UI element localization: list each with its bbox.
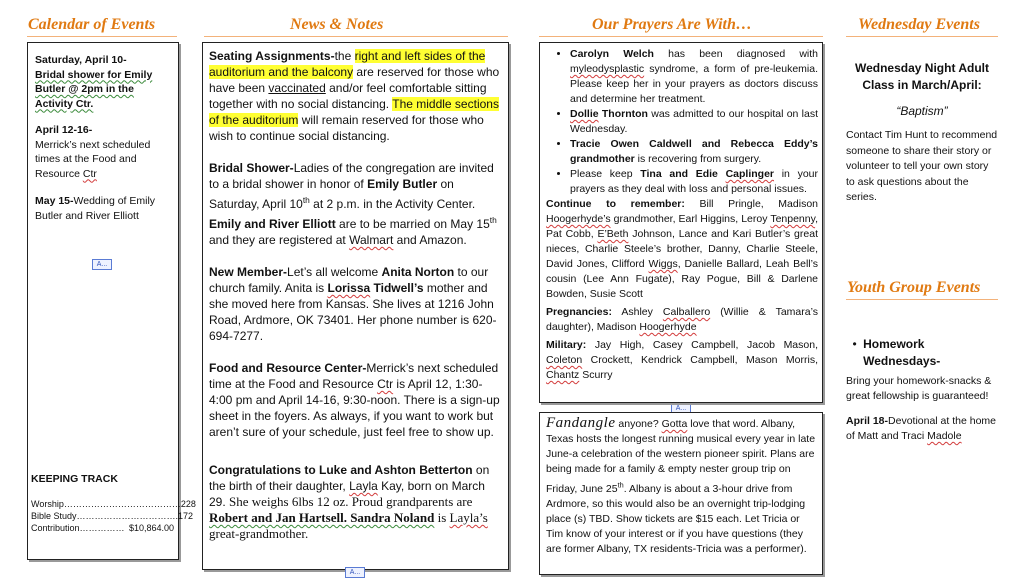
text-run: is xyxy=(434,510,450,525)
text-run: at 2 p.m. in the Activity Center. xyxy=(309,197,476,211)
event-line: Activity Ctr. xyxy=(35,97,94,110)
news-header-rule xyxy=(204,36,508,37)
text-run: Kay, born on March 29. xyxy=(209,479,485,509)
prayer-item xyxy=(570,107,818,137)
wednesday-header: Wednesday Events xyxy=(858,16,980,33)
text-run: Tidwell’s xyxy=(370,281,424,295)
text-run: Crockett, Kendrick Campbell, Mason Morris, xyxy=(582,354,818,366)
text-run: Seating Assignments- xyxy=(209,49,335,63)
text-run: E’Beth xyxy=(597,228,629,240)
youth-event: April 18-Devotional at the home of Matt and Traci Madole xyxy=(846,415,996,442)
contribution-label: Contribution…………… xyxy=(31,523,125,533)
event-date: April 12-16- xyxy=(35,124,93,136)
wednesday-topic: “Baptism” xyxy=(896,104,948,118)
contribution-value: $10,864.00 xyxy=(128,523,174,533)
text-run: Layla’s xyxy=(449,510,488,525)
prayer-list xyxy=(546,47,818,197)
food-resource-paragraph xyxy=(209,360,502,440)
prayer-item xyxy=(570,47,818,107)
text-run: Bill Pringle, Madison xyxy=(684,198,818,210)
prayers-header: Our Prayers Are With… xyxy=(592,16,752,33)
prayers-box xyxy=(539,42,823,403)
youth-bullet-text: Homework Wednesdays- xyxy=(863,337,941,368)
event-line: Merrick’s next scheduled xyxy=(35,138,151,151)
text-run: love that word. Albany, Texas hosts the longest running musical every year in late June-a celebration of the western pioneer spirit. Plans are being made for a family & empty nester group trip on Friday, June 25 xyxy=(546,418,816,495)
text-run: Anita Norton xyxy=(381,265,455,279)
text-run: Pregnancies: xyxy=(546,306,612,318)
seating-assignments-paragraph xyxy=(209,48,502,144)
wednesday-class-title: Wednesday Night Adult Class in March/April: xyxy=(854,61,989,92)
text-run: Lorissa xyxy=(327,281,371,295)
text-run: Walmart xyxy=(349,233,394,247)
fandangle-box xyxy=(539,412,823,575)
bible-study-value: 172 xyxy=(178,511,194,521)
youth-header-rule xyxy=(846,299,998,300)
text-run: Ashley xyxy=(611,306,663,318)
wednesday-header-rule xyxy=(846,36,998,37)
text-run: Calballero xyxy=(662,306,711,318)
event-line: times at the Food and xyxy=(35,153,137,165)
text-run: Please keep xyxy=(570,168,641,180)
calendar-event-3 xyxy=(35,194,175,223)
text-run: are to be married on May 15 xyxy=(335,217,490,231)
prayers-header-rule xyxy=(539,36,823,37)
pregnancies-paragraph xyxy=(546,305,818,335)
new-member-paragraph xyxy=(209,264,502,344)
wednesday-body: Contact Tim Hunt to recommend someone to share their story or volunteer to tell your own story to ask questions about the series. xyxy=(846,129,998,203)
text-run: Thornton xyxy=(598,108,648,120)
prayers-content xyxy=(546,47,818,383)
congratulations-text-serif xyxy=(209,494,488,541)
text-run: Hoogerhyde’s xyxy=(546,213,611,225)
fandangle-word: Fandangle xyxy=(546,415,616,431)
text-run: Scurry xyxy=(579,369,613,381)
keeping-track-row xyxy=(31,522,174,534)
prayer-item xyxy=(570,137,818,167)
text-run: Food and Resource Center- xyxy=(209,361,367,375)
text-run: The middle sections of the auditorium xyxy=(209,97,499,127)
text-run: Caplinger xyxy=(725,168,775,180)
text-run: to our church family. Anita is xyxy=(209,265,489,295)
prayer-item xyxy=(570,167,818,197)
text-run: Carolyn Welch xyxy=(570,48,654,60)
calendar-header-rule xyxy=(27,36,177,37)
text-run: mother and she moved here from Kansas. She lives at 1216 John Road, Ardmore, OK 73401. Her phone number is 620-694-7277. xyxy=(209,281,497,343)
text-run: . Albany is about a 3-hour drive from Ardmore, so this would also be an overnight trip-lodging place (s) TBD. Show tickets are $15 each. Let Tricia or Tim know of your interest or if you have questions (they are former Albany, TX residents-Tricia was a performer). xyxy=(546,482,807,555)
text-run: Let’s all welcome xyxy=(287,265,382,279)
text-run: anyone? xyxy=(615,418,662,430)
text-run: right and left sides of the auditorium and the balcony xyxy=(209,49,486,79)
worship-label: Worship………………………………… xyxy=(31,499,181,509)
text-run: will remain reserved for those who wish to continue social distancing. xyxy=(209,113,484,143)
text-run: New Member- xyxy=(209,265,288,279)
news-header: News & Notes xyxy=(290,16,384,33)
text-run: , Pat Cobb, xyxy=(546,213,818,240)
text-run: , Danielle Ballard, Leah Bell’s cousin (Lee Ann Fugate), Ray Pogue, Bill & Darlene Bowden, Susie Scott xyxy=(546,258,818,300)
text-run: Jay High, Casey Campbell, Jacob Mason, xyxy=(586,339,818,351)
anchor-marker[interactable]: A... xyxy=(345,567,365,578)
text-run: Ctr xyxy=(377,377,394,391)
text-run: great-grandmother. xyxy=(209,526,309,541)
text-run: on the birth of their daughter, xyxy=(209,463,490,493)
text-run: Tenpenny xyxy=(770,213,816,225)
text-run: Continue to remember: xyxy=(546,198,685,210)
text-run: and Amazon. xyxy=(393,233,467,247)
event-date: Saturday, April 10- xyxy=(35,54,127,66)
news-box xyxy=(202,42,509,570)
text-run: has been diagnosed with xyxy=(653,48,818,60)
text-run: myleodysplastic xyxy=(570,63,645,75)
youth-section xyxy=(846,336,998,444)
calendar-event-1 xyxy=(35,53,175,111)
text-run: Emily Butler xyxy=(367,177,438,191)
text-run: Tina and Edie xyxy=(640,168,726,180)
news-content xyxy=(209,48,502,542)
text-run: Military: xyxy=(546,339,587,351)
text-run: th xyxy=(617,480,624,489)
calendar-header: Calendar of Events xyxy=(28,16,156,33)
fandangle-text xyxy=(546,418,815,555)
youth-body: Bring your homework-snacks & great fellowship is guaranteed! xyxy=(846,375,992,402)
text-run: She weighs 6lbs 12 oz. Proud grandparents are xyxy=(229,494,473,509)
text-run: Bridal Shower- xyxy=(209,161,294,175)
text-run: Merrick’s next scheduled time at the Food and Resource xyxy=(209,361,499,391)
wednesday-section xyxy=(846,60,998,206)
text-run: Wiggs xyxy=(648,258,678,270)
event-line: Butler and River Elliott xyxy=(35,209,139,222)
text-run: Congratulations to Luke and Ashton Betterton xyxy=(209,463,473,477)
event-line: Butler @ 2pm in the xyxy=(35,83,134,95)
text-run: and/or feel comfortable sitting together with no social distancing. xyxy=(209,81,487,111)
event-line: Resource Ctr xyxy=(35,167,97,180)
youth-bullet xyxy=(846,336,998,370)
keeping-track-row xyxy=(31,498,196,510)
text-run: Ladies of the congregation are invited to a bridal shower in honor of xyxy=(209,161,494,191)
text-run: in your prayers as they deal with loss and personal issues. xyxy=(570,168,818,195)
text-run: Emily and River Elliott xyxy=(209,217,336,231)
text-run: Tracie Owen Caldwell and Rebecca Eddy’s grandmother xyxy=(570,138,818,165)
event-line: May 15-Wedding of Emily xyxy=(35,195,156,207)
text-run: grandmother, Earl Higgins, Leroy xyxy=(610,213,771,225)
keeping-track-title: KEEPING TRACK xyxy=(31,473,118,485)
congratulations-paragraph xyxy=(209,462,502,542)
text-run: Layla xyxy=(349,479,378,493)
text-run: Johnson, Lance and Kari Butler’s great nieces, Charlie Steele’s brother, Danny, Charlie Steele, David Jones, Clifford xyxy=(546,228,818,270)
text-run: is recovering from surgery. xyxy=(634,153,762,165)
continue-remember-paragraph xyxy=(546,197,818,302)
text-run: th xyxy=(302,195,310,205)
text-run: Chantz xyxy=(546,369,580,381)
text-run: Gotta xyxy=(661,418,688,430)
bridal-shower-paragraph xyxy=(209,160,502,248)
military-paragraph xyxy=(546,338,818,383)
anchor-marker[interactable]: A... xyxy=(92,259,112,270)
text-run: Coleton xyxy=(546,354,583,366)
text-run: syndrome, a form of pre-leukemia. Please keep her in your prayers as doctors discuss and determine her treatment. xyxy=(570,63,818,105)
keeping-track-list xyxy=(31,498,196,534)
text-run: Dollie xyxy=(570,108,599,120)
text-run: are reserved for those who have been xyxy=(209,65,500,95)
text-run: on Saturday, April 10 xyxy=(209,177,454,211)
text-run: vaccinated xyxy=(268,81,326,95)
bible-study-label: Bible Study……………………………. xyxy=(31,511,179,521)
keeping-track-row xyxy=(31,510,194,522)
text-run: the xyxy=(334,49,355,63)
text-run: (Willie & Tamara’s daughter), Madison xyxy=(546,306,818,333)
anchor-marker[interactable]: A... xyxy=(671,403,691,414)
text-run: th xyxy=(489,215,497,225)
youth-header: Youth Group Events xyxy=(847,279,981,296)
text-run: was admitted to our hospital on last Wednesday. xyxy=(570,108,819,135)
text-run: and they are registered at xyxy=(209,233,350,247)
calendar-event-2 xyxy=(35,123,175,181)
text-run: Hoogerhyde xyxy=(639,321,697,333)
text-run: Robert and Jan Hartsell. Sandra Noland xyxy=(209,510,435,525)
text-run: is April 12, 1:30-4:00 pm and April 14-16, 9:30-noon. There is a sign-up sheet in the foyers. As always, if you want to work but aren’t sure of your schedule, just feel free to show up. xyxy=(209,377,500,439)
calendar-box xyxy=(27,42,196,560)
worship-value: 228 xyxy=(180,499,196,509)
bullet-dot-icon: • xyxy=(852,337,857,351)
event-line: Bridal shower for Emily xyxy=(35,68,153,81)
fandangle-content xyxy=(546,416,818,557)
